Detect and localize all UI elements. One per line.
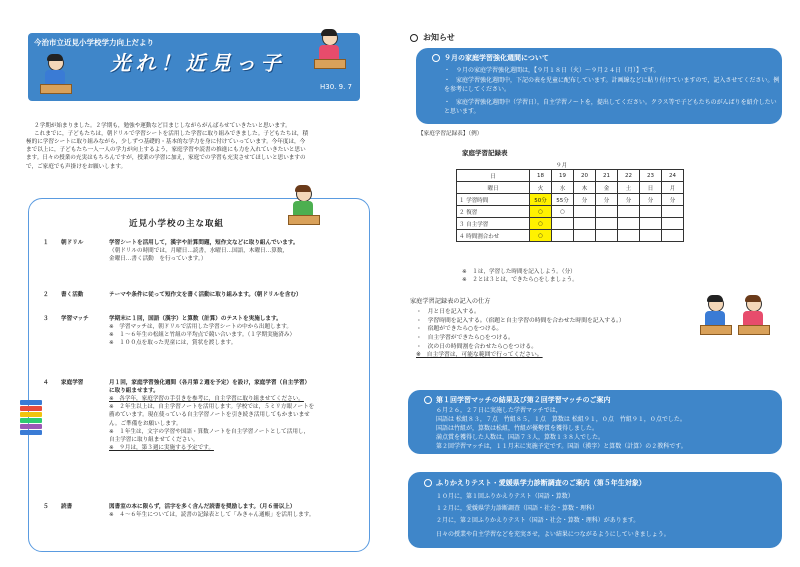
student-illustration-right bbox=[314, 30, 344, 72]
studying-students-illustration bbox=[700, 296, 730, 338]
circle-bullet-icon bbox=[432, 54, 440, 62]
record-sheet-title: 家庭学習記録表 bbox=[462, 149, 508, 157]
newsletter-header bbox=[28, 33, 360, 101]
circle-bullet-icon bbox=[424, 479, 432, 487]
record-month: ９月 bbox=[556, 163, 568, 169]
studying-students-illustration-2 bbox=[738, 296, 768, 338]
header-subtitle: 今治市立近見小学校学力向上だより bbox=[34, 38, 154, 47]
intro-text: ２学期が始まりました。２学期も，勉強や運動など目まじしながらがんばらせていきたいと思います。 これまでに，子どもたちは，朝ドリルで学習シートを活用した学習に取り組みできました。子どもたちは，積 極的に学習シートに取り組みながら，少しずつ基礎的・基本的な学力を身に付けていっています。今年度は，今 まで以上に，子どもたち一人一人の学力が向上するよう，家庭学習や読書の推進にも力を入れていきたいと思い ます。日々の授業の充実はもちろんですが，授業の学習に加え，家庭での学習も充実させてほしいと思いますの で，ご家庭でも声掛けをお願いします。 bbox=[26, 123, 309, 170]
table-row: 日 18 19 20 21 22 23 24 bbox=[457, 170, 684, 182]
table-row: １ 学習時間 50分 55分 分 分 分 分 分 bbox=[457, 194, 684, 206]
student-illustration-left bbox=[40, 55, 70, 97]
home-study-week-box: ９月の家庭学習強化週間について ・ ９月の家庭学習強化週間は，【９月１８日（火）～９月２４日（月）】です。 ・ 家庭学習強化週間中，下記の表を児童に配布しています。計画線などに貼り付けていますので，記入させてください。例を参考にしてください。 ・ 家庭学習強化週間中（学習日），自主学習ノートを，提出してください。クラス等で子どもたちのがんばりを紹介したいと思います。 bbox=[416, 48, 782, 124]
table-row: ４ 時間割合わせ ○ bbox=[457, 230, 684, 242]
header-title: 光れ！近見っ子 bbox=[110, 51, 286, 75]
main-initiatives-box: 近見小学校の主な取組 １ 朝ドリル 学習シートを活用して，漢字や計算問題，短作文などに取り組んでいます。 （朝ドリルの時間では，月曜日…読書，水曜日…国語，木曜日…算数， 金曜日…書く活動 を行っています。） ２ 書く活動 テーマや条件に従って短作文を書く活動に取り組みます。（朝ドリルを含む） ３ 学習マッチ 学期末に１回，国語（漢字）と算数（計算）のテストを実施します。 ※ 学習マッチは，朝ドリルで活用した学習シートの中から出題します。 ※ １～６年生の松組と竹組の平均点で競い合います。（１学期実施済み） ※ １００点を取った児童には，賞状を渡します。 ４ 家庭学習 月１回，家庭学習強化週間（各月第２週を予定）を設け，家庭学習（自主学習） に取り組ませます。 ※ 各学年，家庭学習の手引きを参考に，自主学習に取り組ませてください。 ※ ２年生以上は，自主学習ノートを活用します。学校では，５ミリ方眼ノートを 薦めています。現在使っている自主学習ノートを引き続き活用してもかまいませ ん。ご準備をお願いします。 ※ １年生は，文字の学習や国語・算数ノートを自主学習ノートとして活用し， 自主学習に取り組ませてください。 ※ ９月は，第３週に実施する予定です。 ５ 読書 図書室の本に限らず，活字を多く含んだ読書を奨励します。（月６冊以上） ※ ４～６年生については，読書の記録表として「みきゃん通帳」を活用します。 bbox=[28, 198, 370, 552]
circle-bullet-icon bbox=[424, 396, 432, 404]
table-row: 曜日 火 水 木 金 土 日 月 bbox=[457, 182, 684, 194]
record-caption: 【家庭学習記録表】（例） bbox=[418, 131, 483, 137]
notice-heading: お知らせ bbox=[410, 32, 455, 43]
home-study-record-table bbox=[456, 169, 684, 242]
header-date: H30. 9. 7 bbox=[320, 83, 352, 91]
study-match-results-box: 第１回学習マッチの結果及び第２回学習マッチのご案内 ６月２６，２７日に実施した学習マッチでは， 国語は 松組８３，７点 竹組８５，１点 算数は 松組９１，０点 竹組９１，０点でした。 国語は竹組が，算数は松組，竹組が優勢賞を獲得しました。 満点賞を獲得した人数は，国語７３人，算数１３８人でした。 第２回学習マッチは，１１月末に実施予定です。国語（漢字）と算数（計算）の２教科です。 bbox=[408, 390, 782, 454]
howto-list: ・ 月と日を記入する。 ・ 学習時間を記入する。（宿題と自主学習の時間を合わせた時間を記入する。） ・ 宿題ができたら○をつける。 ・ 自主学習ができたら○をつける。 ・ 次の日の時間割を合わせたら○をつける。 ※ 自主学習は，可能な範囲で行ってください。 bbox=[416, 309, 625, 359]
tests-guide-box: ふりかえりテスト・愛媛県学力診断調査のご案内（第５年生対象） １０月に，第１回ふりかえりテスト（国語・算数） １２月に，愛媛県学力診断調査（国語・社会・算数・理科） ２月に，第２回ふりかえりテスト（国語・社会・算数・理科）があります。 日々の授業や自主学習などを充実させ，よい結果につながるようにしていきましょう。 bbox=[408, 472, 782, 548]
record-footnotes: ※ １は，学習した時間を記入しよう。（分） ※ ２とは３とは，できたら○をしましょう。 bbox=[462, 269, 578, 284]
table-row: ３ 自主学習 ○ bbox=[457, 218, 684, 230]
book-stack-illustration bbox=[20, 400, 42, 438]
thinking-student-illustration bbox=[288, 186, 318, 228]
main-box-title: 近見小学校の主な取組 bbox=[129, 219, 225, 229]
table-row: ２ 復習 ○ ○ bbox=[457, 206, 684, 218]
howto-title: 家庭学習記録表の記入の仕方 bbox=[410, 298, 491, 305]
circle-bullet-icon bbox=[410, 34, 418, 42]
